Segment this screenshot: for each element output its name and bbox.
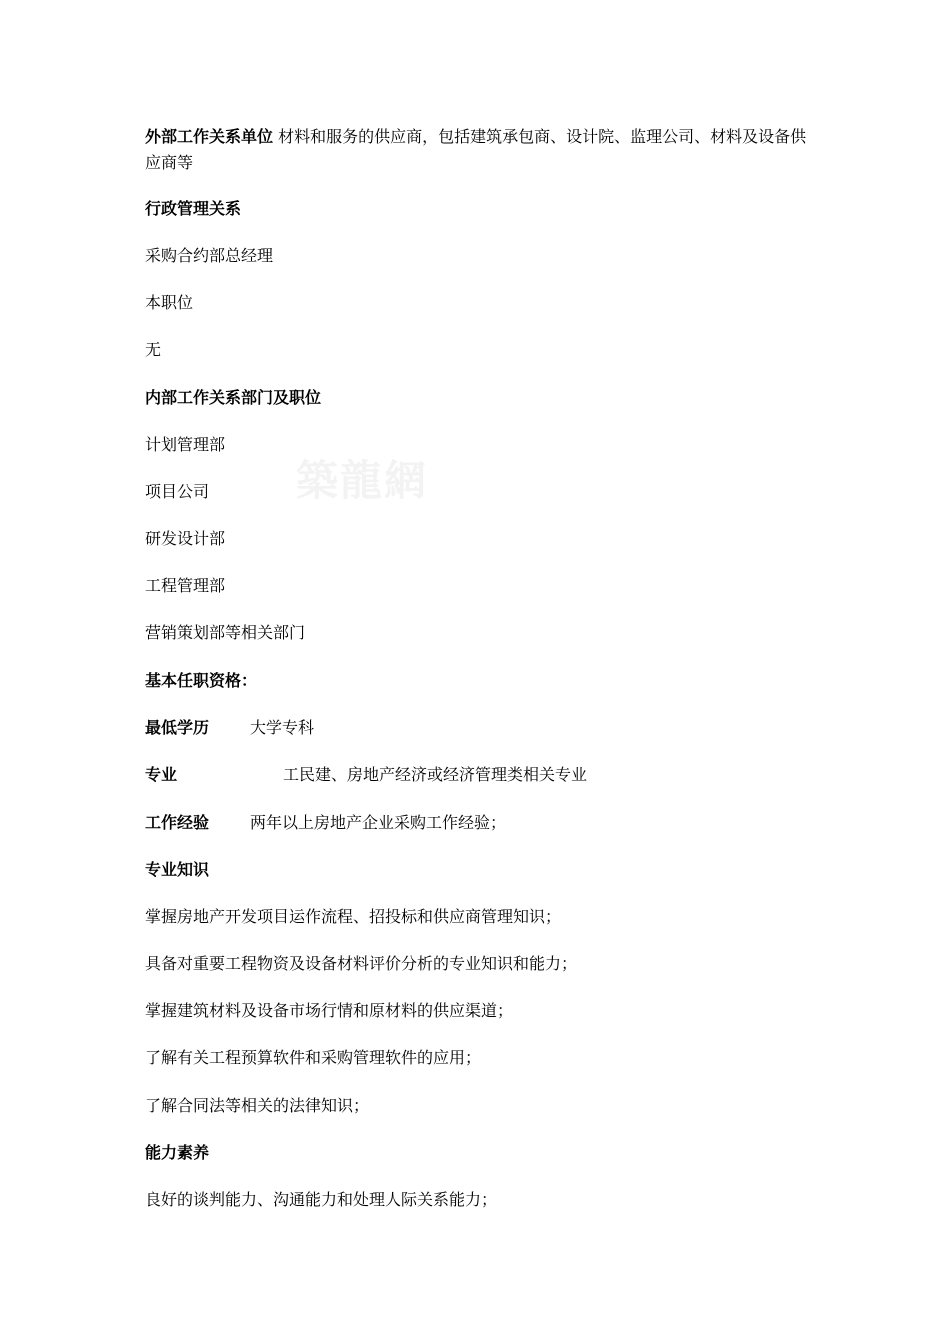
internal-heading: 内部工作关系部门及职位 (145, 388, 322, 407)
knowledge-item: 掌握建筑材料及设备市场行情和原材料的供应渠道； (145, 1001, 514, 1020)
experience-row (145, 810, 506, 836)
admin-item: 采购合约部总经理 (145, 246, 274, 265)
education-row (145, 715, 314, 741)
ability-item: 良好的谈判能力、沟通能力和处理人际关系能力； (145, 1190, 498, 1209)
admin-item: 无 (145, 340, 162, 359)
education-value: 大学专科 (250, 718, 315, 737)
watermark: 築龍網 (296, 456, 429, 505)
major-row (145, 762, 587, 788)
external-relations-paragraph (145, 124, 810, 176)
knowledge-item: 了解有关工程预算软件和采购管理软件的应用； (145, 1048, 482, 1067)
knowledge-item: 了解合同法等相关的法律知识； (145, 1096, 370, 1115)
major-value: 工民建、房地产经济或经济管理类相关专业 (283, 765, 588, 784)
internal-item: 营销策划部等相关部门 (145, 623, 306, 642)
knowledge-item: 具备对重要工程物资及设备材料评价分析的专业知识和能力； (145, 954, 578, 973)
internal-item: 计划管理部 (145, 435, 226, 454)
major-label: 专业 (145, 765, 178, 784)
external-relations-text: 材料和服务的供应商，包括建筑承包商、设计院、监理公司、材料及设备供应商等 (145, 127, 807, 172)
external-relations-label: 外部工作关系单位 (145, 127, 274, 146)
internal-item: 工程管理部 (145, 576, 226, 595)
knowledge-heading: 专业知识 (145, 860, 210, 879)
internal-item: 项目公司 (145, 482, 210, 501)
qualifications-heading: 基本任职资格： (145, 671, 258, 690)
experience-value: 两年以上房地产企业采购工作经验； (250, 813, 507, 832)
experience-label: 工作经验 (145, 813, 210, 832)
admin-heading: 行政管理关系 (145, 199, 242, 218)
ability-heading: 能力素养 (145, 1143, 210, 1162)
admin-item: 本职位 (145, 293, 194, 312)
education-label: 最低学历 (145, 718, 210, 737)
knowledge-item: 掌握房地产开发项目运作流程、招投标和供应商管理知识； (145, 907, 562, 926)
internal-item: 研发设计部 (145, 529, 226, 548)
